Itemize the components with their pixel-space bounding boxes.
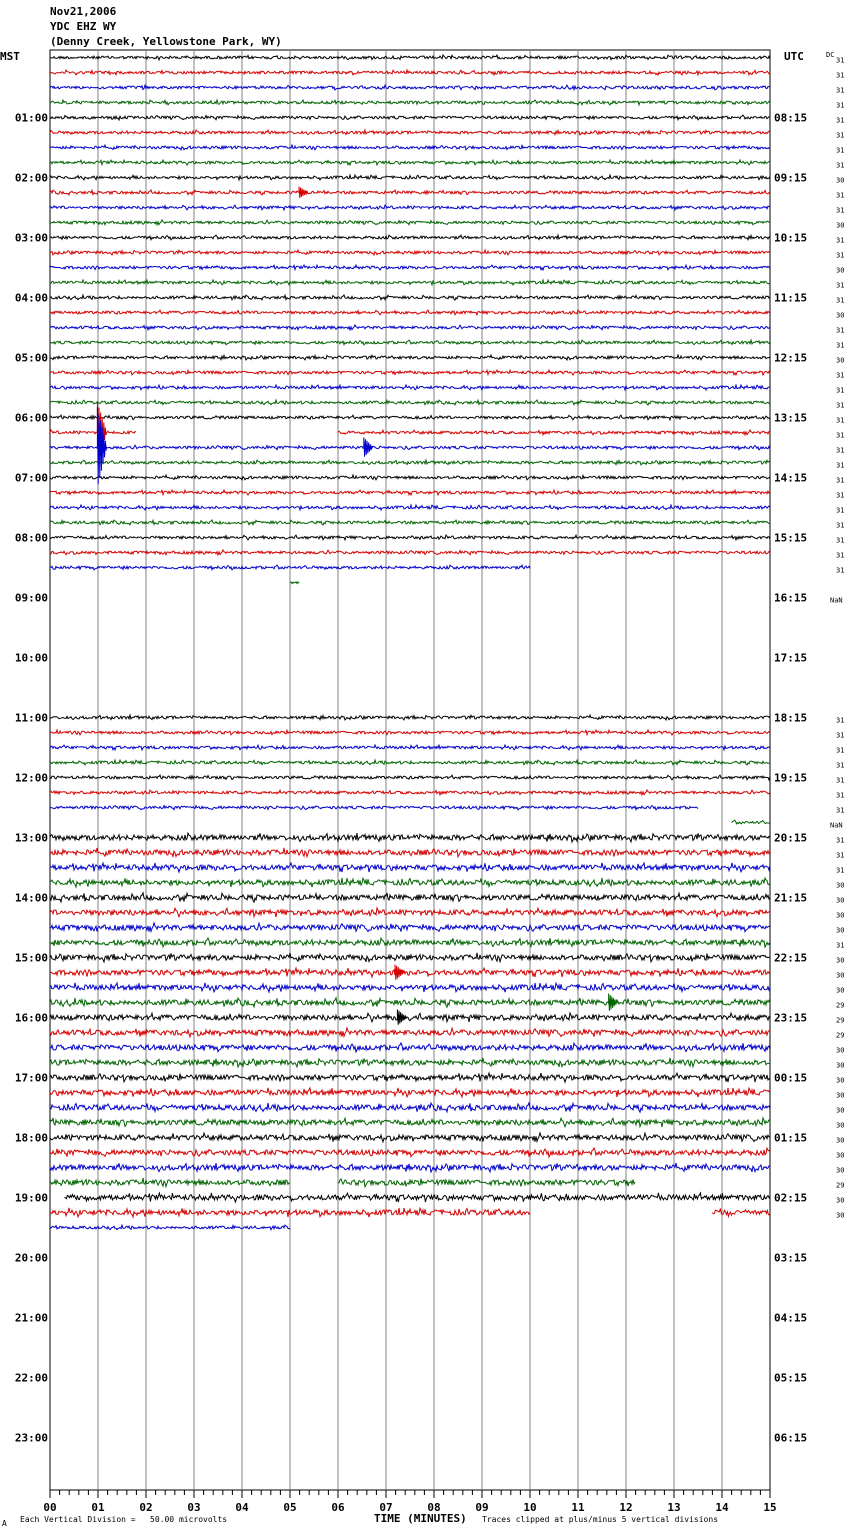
- left-hour-label: 01:00: [14, 111, 48, 125]
- x-tick-label: 11: [571, 1501, 585, 1514]
- row-value-label: 30: [836, 1091, 845, 1100]
- row-value-label: 31: [836, 506, 845, 515]
- row-value-label: 31: [836, 746, 845, 755]
- seismic-trace: [50, 175, 770, 180]
- seismic-trace: [50, 1148, 770, 1157]
- left-hour-label: 08:00: [14, 531, 48, 545]
- right-hour-label: 13:15: [774, 411, 808, 425]
- x-tick-label: 04: [235, 1501, 249, 1514]
- seismic-trace: [50, 250, 770, 255]
- row-value-label: 30: [836, 1136, 845, 1145]
- left-hour-label: 18:00: [14, 1131, 48, 1145]
- right-timezone-label: UTC: [784, 50, 804, 63]
- row-value-label: 31: [836, 551, 845, 560]
- seismic-event: [609, 994, 618, 1011]
- row-value-label: 30: [836, 221, 845, 230]
- row-value-label: 31: [836, 806, 845, 815]
- right-hour-label: 19:15: [774, 771, 808, 785]
- row-value-label: 30: [836, 1196, 845, 1205]
- row-value-label: 30: [836, 356, 845, 365]
- left-hour-label: 02:00: [14, 171, 48, 185]
- seismic-trace: [50, 923, 770, 932]
- row-value-label: 31: [836, 86, 845, 95]
- left-hour-label: 13:00: [14, 831, 48, 845]
- seismic-trace: [50, 908, 770, 917]
- row-value-label: 31: [836, 851, 845, 860]
- right-hour-label: 04:15: [774, 1311, 808, 1325]
- x-tick-label: 09: [475, 1501, 489, 1514]
- row-value-label: 31: [836, 761, 845, 770]
- left-hour-label: 14:00: [14, 891, 48, 905]
- x-tick-label: 13: [667, 1501, 681, 1514]
- row-value-label: 30: [836, 986, 845, 995]
- seismic-trace: [50, 833, 770, 842]
- row-value-label: 31: [836, 566, 845, 575]
- row-value-label: 30: [836, 1061, 845, 1070]
- seismic-trace: [50, 848, 770, 857]
- x-tick-label: 10: [523, 1501, 537, 1514]
- seismic-trace: [50, 490, 770, 495]
- right-hour-label: 09:15: [774, 171, 808, 185]
- row-value-label: 31: [836, 446, 845, 455]
- left-hour-label: 05:00: [14, 351, 48, 365]
- row-value-label: 31: [836, 116, 845, 125]
- footer-mark: A: [2, 1519, 7, 1528]
- seismic-trace: [50, 1178, 290, 1187]
- chart-location: (Denny Creek, Yellowstone Park, WY): [50, 35, 282, 48]
- row-value-label: 31: [836, 401, 845, 410]
- seismic-trace: [290, 582, 299, 584]
- row-value-label: 31: [836, 56, 845, 65]
- right-hour-label: 17:15: [774, 651, 808, 665]
- seismic-trace: [50, 400, 770, 405]
- row-value-label: 31: [836, 866, 845, 875]
- seismic-trace: [50, 55, 770, 60]
- seismic-trace: [50, 953, 770, 962]
- seismic-event: [397, 1010, 406, 1025]
- seismic-event: [395, 965, 404, 980]
- seismic-trace: [50, 1013, 770, 1022]
- seismic-trace: [50, 1133, 770, 1142]
- seismic-trace: [50, 70, 770, 75]
- x-tick-label: 12: [619, 1501, 633, 1514]
- seismic-trace: [712, 1209, 769, 1217]
- seismic-trace: [50, 1088, 770, 1097]
- row-value-label: 30: [836, 971, 845, 980]
- row-value-label: 31: [836, 191, 845, 200]
- seismic-trace: [50, 983, 770, 992]
- left-hour-label: 11:00: [14, 711, 48, 725]
- seismic-trace: [64, 1193, 769, 1202]
- chart-station: YDC EHZ WY: [50, 20, 117, 33]
- seismic-trace: [732, 820, 770, 824]
- seismic-event: [299, 187, 308, 199]
- seismic-trace: [50, 265, 770, 270]
- seismic-trace: [50, 1163, 770, 1172]
- row-value-label: 29: [836, 1001, 845, 1010]
- seismic-trace: [50, 295, 770, 300]
- seismic-trace: [50, 1043, 770, 1052]
- seismic-trace: [50, 280, 770, 285]
- x-tick-label: 05: [283, 1501, 297, 1514]
- right-hour-label: 18:15: [774, 711, 808, 725]
- row-value-label: 31: [836, 941, 845, 950]
- row-value-label: 31: [836, 491, 845, 500]
- seismic-trace: [50, 85, 770, 90]
- row-value-label: 31: [836, 521, 845, 530]
- seismic-trace: [50, 550, 770, 555]
- seismic-trace: [50, 430, 136, 434]
- seismic-trace: [50, 310, 770, 315]
- row-value-label: 31: [836, 326, 845, 335]
- row-value-label: 31: [836, 146, 845, 155]
- row-value-label: 30: [836, 311, 845, 320]
- right-hour-label: 01:15: [774, 1131, 808, 1145]
- left-hour-label: 16:00: [14, 1011, 48, 1025]
- seismic-trace: [50, 790, 770, 795]
- seismic-trace: [50, 160, 770, 165]
- seismic-trace: [50, 370, 770, 375]
- row-value-label: 30: [836, 1106, 845, 1115]
- right-top-code: DC: [826, 51, 835, 59]
- x-tick-label: 08: [427, 1501, 441, 1514]
- row-value-label: NaN: [830, 821, 843, 830]
- seismic-trace: [50, 235, 770, 240]
- row-value-label: 31: [836, 716, 845, 725]
- left-hour-label: 04:00: [14, 291, 48, 305]
- left-hour-label: 23:00: [14, 1431, 48, 1445]
- seismic-trace: [50, 1103, 770, 1112]
- row-value-label: 31: [836, 71, 845, 80]
- row-value-label: 31: [836, 281, 845, 290]
- x-axis-title: TIME (MINUTES): [374, 1512, 467, 1525]
- row-value-label: 31: [836, 206, 845, 215]
- right-hour-label: 16:15: [774, 591, 808, 605]
- seismic-event: [364, 438, 373, 457]
- seismic-trace: [50, 968, 770, 977]
- row-value-label: 30: [836, 1211, 845, 1220]
- seismic-trace: [338, 1179, 635, 1187]
- left-hour-label: 17:00: [14, 1071, 48, 1085]
- seismic-trace: [50, 760, 770, 765]
- seismic-trace: [50, 115, 770, 120]
- left-hour-label: 22:00: [14, 1371, 48, 1385]
- seismic-trace: [50, 893, 770, 902]
- row-value-label: 31: [836, 431, 845, 440]
- seismic-trace: [50, 145, 770, 150]
- row-value-label: 30: [836, 1121, 845, 1130]
- seismic-trace: [338, 430, 770, 435]
- row-value-label: 30: [836, 911, 845, 920]
- right-hour-label: 10:15: [774, 231, 808, 245]
- row-value-label: 31: [836, 536, 845, 545]
- row-value-label: 31: [836, 776, 845, 785]
- left-hour-label: 21:00: [14, 1311, 48, 1325]
- x-tick-label: 06: [331, 1501, 345, 1514]
- x-tick-label: 03: [187, 1501, 201, 1514]
- left-hour-label: 15:00: [14, 951, 48, 965]
- seismic-trace: [50, 745, 770, 750]
- seismic-trace: [50, 1058, 770, 1067]
- right-hour-label: 20:15: [774, 831, 808, 845]
- seismic-trace: [50, 1073, 770, 1082]
- x-tick-label: 02: [139, 1501, 153, 1514]
- vertical-division-note: Each Vertical Division = 50.00 microvolts: [20, 1515, 228, 1524]
- row-value-label: 31: [836, 296, 845, 305]
- x-tick-label: 07: [379, 1501, 393, 1514]
- row-value-label: 30: [836, 956, 845, 965]
- seismic-trace: [50, 730, 770, 735]
- chart-date: Nov21,2006: [50, 5, 117, 18]
- left-hour-label: 20:00: [14, 1251, 48, 1265]
- seismic-trace: [50, 520, 770, 525]
- left-timezone-label: MST: [0, 50, 20, 63]
- seismic-trace: [50, 190, 770, 195]
- seismic-trace: [50, 445, 770, 450]
- row-value-label: 31: [836, 101, 845, 110]
- left-hour-label: 03:00: [14, 231, 48, 245]
- seismic-trace: [50, 715, 770, 720]
- seismic-trace: [50, 1028, 770, 1037]
- right-hour-label: 06:15: [774, 1431, 808, 1445]
- row-value-label: NaN: [830, 596, 843, 605]
- seismic-trace: [50, 130, 770, 135]
- right-hour-label: 11:15: [774, 291, 808, 305]
- right-hour-label: 21:15: [774, 891, 808, 905]
- left-hour-label: 09:00: [14, 591, 48, 605]
- row-value-label: 31: [836, 731, 845, 740]
- row-value-label: 31: [836, 386, 845, 395]
- row-value-label: 31: [836, 161, 845, 170]
- seismic-trace: [50, 878, 770, 887]
- seismic-trace: [50, 385, 770, 390]
- row-value-label: 29: [836, 1031, 845, 1040]
- right-hour-label: 12:15: [774, 351, 808, 365]
- row-value-label: 30: [836, 176, 845, 185]
- x-tick-label: 15: [763, 1501, 777, 1514]
- seismic-trace: [50, 340, 770, 345]
- row-value-label: 30: [836, 926, 845, 935]
- seismic-trace: [50, 998, 770, 1007]
- row-value-label: 30: [836, 266, 845, 275]
- right-hour-label: 00:15: [774, 1071, 808, 1085]
- row-value-label: 31: [836, 371, 845, 380]
- left-hour-label: 10:00: [14, 651, 48, 665]
- right-hour-label: 15:15: [774, 531, 808, 545]
- left-hour-label: 06:00: [14, 411, 48, 425]
- left-hour-label: 12:00: [14, 771, 48, 785]
- left-hour-label: 19:00: [14, 1191, 48, 1205]
- right-hour-label: 08:15: [774, 111, 808, 125]
- right-hour-label: 14:15: [774, 471, 808, 485]
- row-value-label: 30: [836, 896, 845, 905]
- seismic-trace: [50, 806, 698, 810]
- seismic-trace: [50, 775, 770, 780]
- right-hour-label: 22:15: [774, 951, 808, 965]
- row-value-label: 31: [836, 461, 845, 470]
- x-tick-label: 00: [43, 1501, 57, 1514]
- row-value-label: 31: [836, 341, 845, 350]
- row-value-label: 30: [836, 1151, 845, 1160]
- seismic-trace: [50, 863, 770, 872]
- row-value-label: 29: [836, 1181, 845, 1190]
- row-value-label: 30: [836, 1166, 845, 1175]
- left-hour-label: 07:00: [14, 471, 48, 485]
- row-value-label: 31: [836, 836, 845, 845]
- seismic-trace: [50, 325, 770, 330]
- right-hour-label: 02:15: [774, 1191, 808, 1205]
- seismic-trace: [50, 505, 770, 510]
- row-value-label: 31: [836, 251, 845, 260]
- seismic-trace: [50, 1225, 290, 1230]
- seismic-trace: [50, 355, 770, 360]
- x-tick-label: 14: [715, 1501, 729, 1514]
- seismic-trace: [50, 535, 770, 540]
- clipping-note: Traces clipped at plus/minus 5 vertical divisions: [482, 1515, 719, 1524]
- seismic-trace: [50, 460, 770, 465]
- row-value-label: 29: [836, 1016, 845, 1025]
- seismic-trace: [50, 475, 770, 480]
- right-hour-label: 23:15: [774, 1011, 808, 1025]
- x-tick-label: 01: [91, 1501, 105, 1514]
- row-value-label: 31: [836, 476, 845, 485]
- seismic-trace: [50, 1118, 770, 1127]
- seismic-trace: [50, 100, 770, 105]
- seismic-trace: [50, 938, 770, 947]
- seismic-trace: [50, 415, 770, 420]
- row-value-label: 31: [836, 416, 845, 425]
- row-value-label: 31: [836, 236, 845, 245]
- row-value-label: 30: [836, 881, 845, 890]
- row-value-label: 30: [836, 1076, 845, 1085]
- row-value-label: 31: [836, 131, 845, 140]
- right-hour-label: 03:15: [774, 1251, 808, 1265]
- seismic-trace: [50, 220, 770, 225]
- row-value-label: 31: [836, 791, 845, 800]
- row-value-label: 30: [836, 1046, 845, 1055]
- seismic-trace: [50, 205, 770, 210]
- right-hour-label: 05:15: [774, 1371, 808, 1385]
